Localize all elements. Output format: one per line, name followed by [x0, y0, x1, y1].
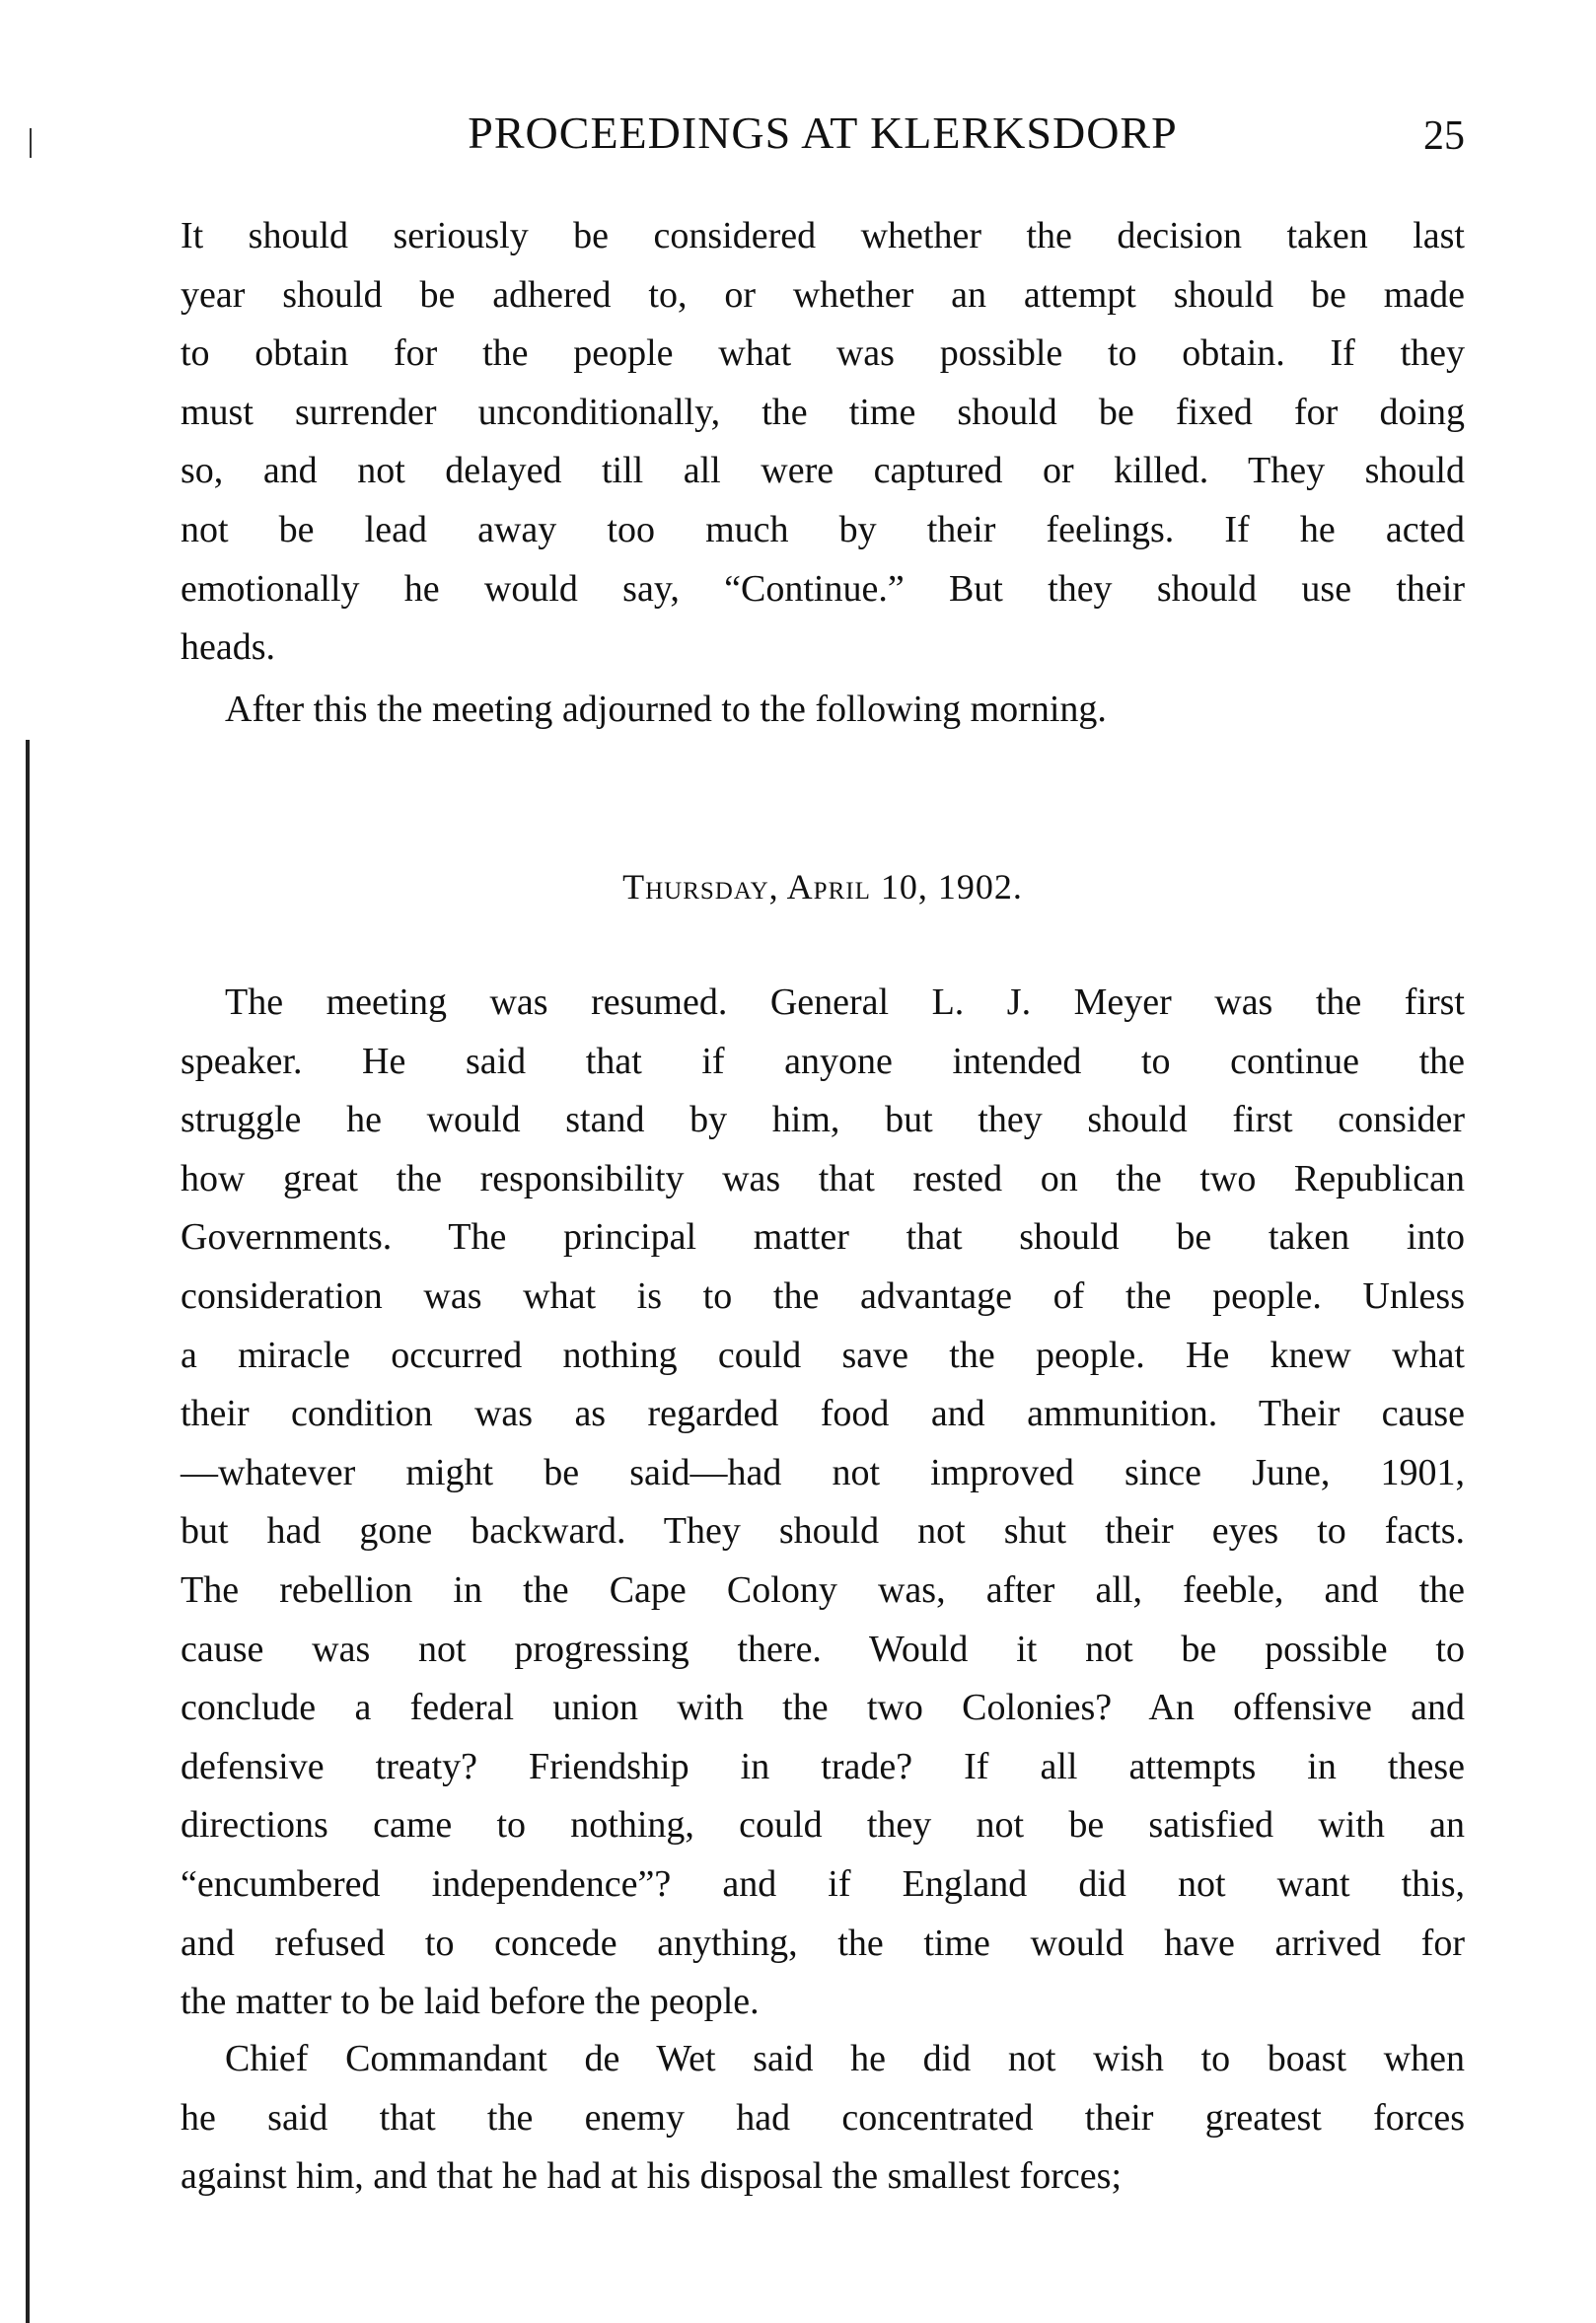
- paragraph-4: [181, 2030, 1465, 2207]
- text-line: to obtain for the people what was possible to obtain. If they: [181, 332, 1465, 375]
- section-heading-date: Thursday, April 10, 1902.: [622, 867, 1023, 907]
- text-line: consideration was what is to the advantage of the people. Unless: [181, 1274, 1465, 1317]
- text-line: conclude a federal union with the two Colonies? An offensive and: [181, 1687, 1465, 1729]
- text-line: The rebellion in the Cape Colony was, after all, feeble, and the: [181, 1568, 1465, 1611]
- text-line: cause was not progressing there. Would it not be possible to: [181, 1628, 1465, 1670]
- text-line: —whatever might be said—had not improved since June, 1901,: [181, 1451, 1465, 1493]
- text-line: he said that the enemy had concentrated their greatest forces: [181, 2096, 1465, 2139]
- page-edge-shadow: [26, 740, 30, 2323]
- text-line: Chief Commandant de Wet said he did not wish to boast when: [225, 2038, 1465, 2079]
- running-title: PROCEEDINGS AT KLERKSDORP: [468, 108, 1178, 158]
- text-line: heads.: [181, 626, 276, 669]
- paragraph-3: [181, 974, 1465, 2032]
- text-line: and refused to concede anything, the time would have arrived for: [181, 1922, 1465, 1964]
- text-line: year should be adhered to, or whether an attempt should be made: [181, 273, 1465, 316]
- text-line: After this the meeting adjourned to the following morning.: [225, 689, 1107, 730]
- text-line: a miracle occurred nothing could save the people. He knew what: [181, 1334, 1465, 1376]
- text-line: must surrender unconditionally, the time should be fixed for doing: [181, 391, 1465, 433]
- text-line: defensive treaty? Friendship in trade? If all attempts in these: [181, 1745, 1465, 1787]
- text-line: The meeting was resumed. General L. J. Meyer was the first: [225, 981, 1465, 1023]
- text-line: their condition was as regarded food and ammunition. Their cause: [181, 1393, 1465, 1435]
- text-line: against him, and that he had at his disposal the smallest forces;: [181, 2155, 1123, 2198]
- paragraph-1: [181, 207, 1465, 678]
- paragraph-2: [181, 681, 1465, 740]
- text-line: It should seriously be considered whether the decision taken last: [181, 215, 1465, 256]
- text-line: Governments. The principal matter that should be taken into: [181, 1216, 1465, 1259]
- text-line: struggle he would stand by him, but they should first consider: [181, 1099, 1465, 1141]
- text-line: so, and not delayed till all were captured or killed. They should: [181, 450, 1465, 492]
- page-edge-mark: [30, 128, 32, 158]
- text-line: emotionally he would say, “Continue.” But they should use their: [181, 567, 1465, 610]
- text-line: “encumbered independence”? and if England did not want this,: [181, 1862, 1465, 1905]
- text-line: not be lead away too much by their feelings. If he acted: [181, 508, 1465, 550]
- text-line: how great the responsibility was that rested on the two Republican: [181, 1157, 1465, 1199]
- text-line: directions came to nothing, could they not be satisfied with an: [181, 1804, 1465, 1847]
- text-line: speaker. He said that if anyone intended to continue the: [181, 1040, 1465, 1082]
- text-line: but had gone backward. They should not shut their eyes to facts.: [181, 1510, 1465, 1553]
- running-header: [181, 107, 1465, 166]
- page-number: 25: [1423, 113, 1465, 159]
- text-line: the matter to be laid before the people.: [181, 1981, 760, 2023]
